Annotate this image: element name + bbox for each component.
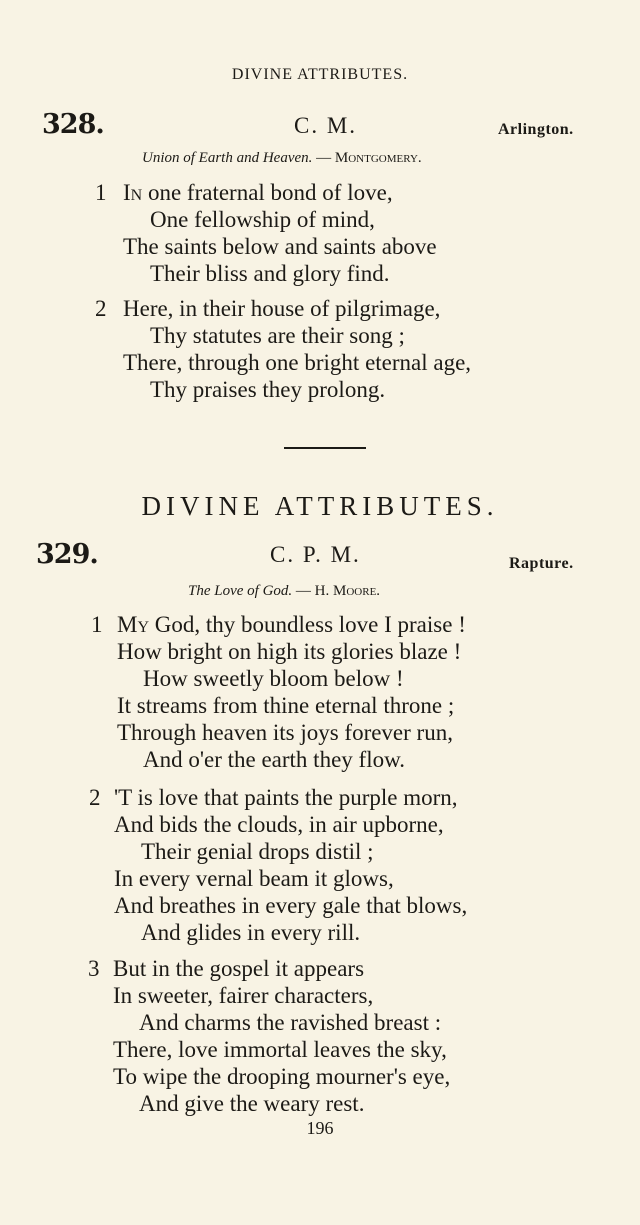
verse-line: The saints below and saints above bbox=[123, 234, 437, 259]
hymn-title: The Love of God. bbox=[188, 583, 293, 599]
initial-word: In bbox=[123, 180, 143, 205]
stanza-number: 2 bbox=[95, 296, 107, 321]
verse-line: 'T is love that paints the purple morn, bbox=[114, 785, 458, 810]
hymn-number: 328. bbox=[42, 109, 104, 140]
tune-name: Arlington. bbox=[498, 121, 574, 138]
hymn-author: Montgomery. bbox=[334, 150, 422, 166]
title-dash: — bbox=[312, 150, 335, 166]
verse-line: And give the weary rest. bbox=[139, 1091, 365, 1116]
stanza-number: 1 bbox=[91, 612, 103, 637]
verse-line: And glides in every rill. bbox=[141, 920, 361, 945]
verse-line: And bids the clouds, in air upborne, bbox=[114, 812, 444, 837]
hymn-number: 329. bbox=[36, 539, 98, 570]
verse-line bbox=[117, 612, 466, 638]
verse-line: Thy statutes are their song ; bbox=[150, 323, 405, 348]
verse-line: How sweetly bloom below ! bbox=[143, 666, 404, 691]
stanza-number: 1 bbox=[95, 180, 107, 205]
running-head: DIVINE ATTRIBUTES. bbox=[231, 66, 409, 83]
verse-line: How bright on high its glories blaze ! bbox=[117, 639, 462, 664]
verse-line: One fellowship of mind, bbox=[150, 207, 375, 232]
verse-line: Here, in their house of pilgrimage, bbox=[123, 296, 441, 321]
verse-line: And breathes in every gale that blows, bbox=[114, 893, 468, 918]
page-number: 196 bbox=[306, 1118, 334, 1138]
tune-name: Rapture. bbox=[509, 555, 574, 572]
title-dash: — bbox=[292, 583, 315, 599]
verse-line: And o'er the earth they flow. bbox=[143, 747, 405, 772]
verse-line: Thy praises they prolong. bbox=[150, 377, 386, 402]
verse-line: And charms the ravished breast : bbox=[139, 1010, 442, 1035]
hymn-author: H. Moore. bbox=[314, 583, 381, 599]
verse-line: To wipe the drooping mourner's eye, bbox=[113, 1064, 451, 1089]
verse-line: There, love immortal leaves the sky, bbox=[113, 1037, 447, 1062]
verse-line: In every vernal beam it glows, bbox=[114, 866, 394, 891]
stanza-number: 3 bbox=[88, 956, 100, 981]
section-divider bbox=[284, 447, 366, 449]
hymn-meter: C. P. M. bbox=[270, 542, 361, 567]
section-heading: DIVINE ATTRIBUTES. bbox=[141, 491, 499, 521]
hymn-subtitle bbox=[188, 583, 380, 600]
hymn-title: Union of Earth and Heaven. bbox=[142, 150, 313, 166]
verse-line: Their genial drops distil ; bbox=[141, 839, 374, 864]
verse-line: There, through one bright eternal age, bbox=[123, 350, 472, 375]
verse-line: Through heaven its joys forever run, bbox=[117, 720, 453, 745]
hymn-meter: C. M. bbox=[294, 113, 358, 138]
verse-line: It streams from thine eternal throne ; bbox=[117, 693, 455, 718]
verse-line: In sweeter, fairer characters, bbox=[113, 983, 374, 1008]
line-rest: God, thy boundless love I praise ! bbox=[149, 612, 466, 637]
line-rest: one fraternal bond of love, bbox=[142, 180, 393, 205]
hymn-subtitle bbox=[142, 150, 422, 167]
stanza-number: 2 bbox=[89, 785, 101, 810]
verse-line: Their bliss and glory find. bbox=[150, 261, 390, 286]
verse-line: But in the gospel it appears bbox=[113, 956, 365, 981]
initial-word: My bbox=[117, 612, 150, 637]
verse-line bbox=[123, 180, 393, 206]
